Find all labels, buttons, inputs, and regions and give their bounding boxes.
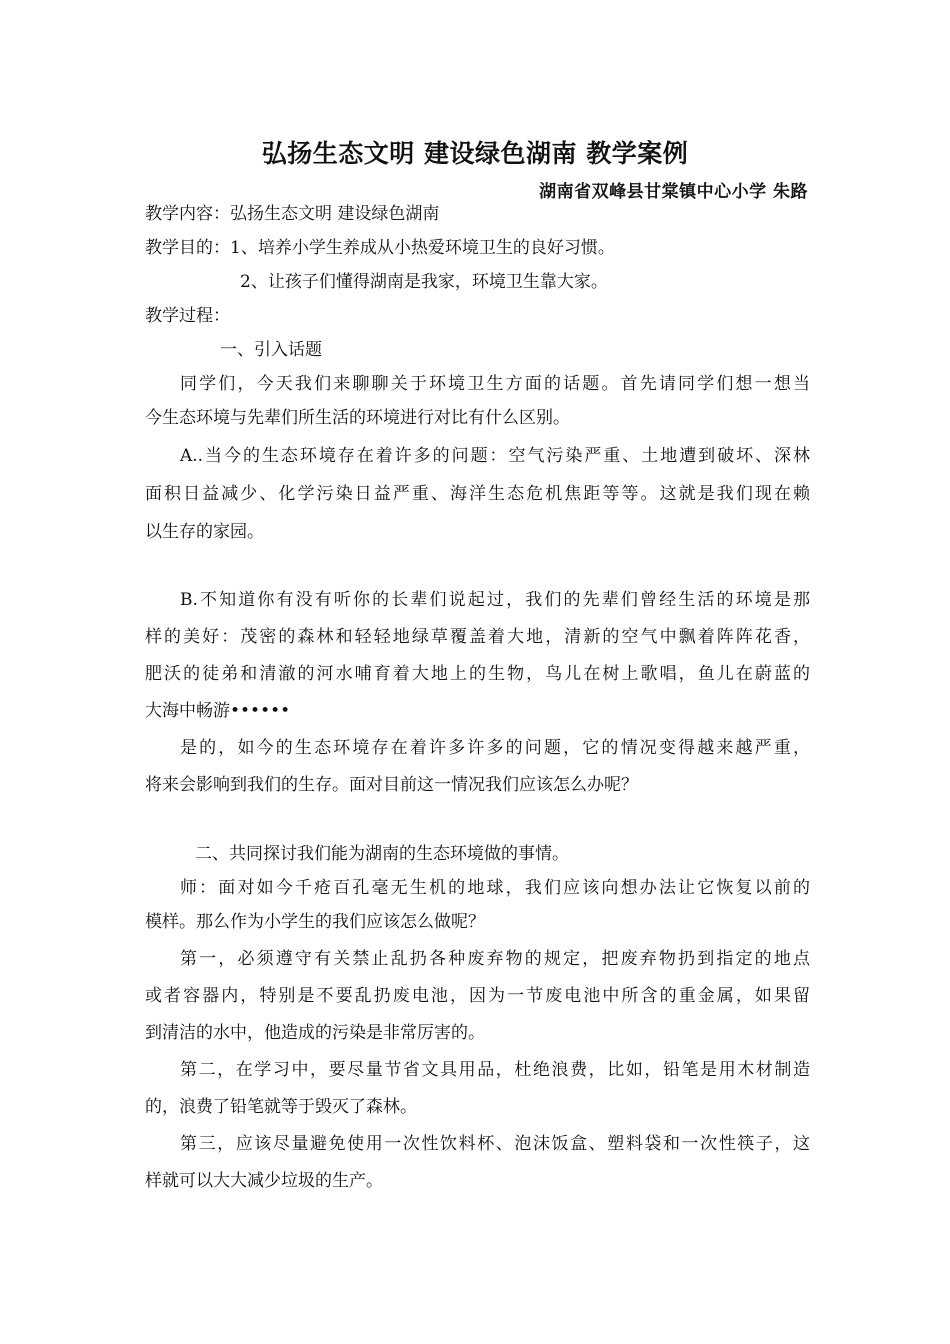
- paragraph-line: 第二，在学习中，要尽量节省文具用品，杜绝浪费，比如，铅笔是用木材制造: [180, 1060, 810, 1080]
- paragraph-line: 样的美好：茂密的森林和轻轻地绿草覆盖着大地，清新的空气中飘着阵阵花香，: [145, 627, 810, 647]
- paragraph-line: 第三，应该尽量避免使用一次性饮料杯、泡沫饭盒、塑料袋和一次性筷子，这: [180, 1134, 810, 1154]
- paragraph-line: 或者容器内，特别是不要乱扔废电池，因为一节废电池中所含的重金属，如果留: [145, 986, 810, 1006]
- goal-line-1: 教学目的：1、培养小学生养成从小热爱环境卫生的良好习惯。: [145, 238, 615, 258]
- goal-line-2: 2、让孩子们懂得湖南是我家，环境卫生靠大家。: [240, 272, 608, 292]
- paragraph-line: 大海中畅游••••••: [145, 701, 291, 721]
- paragraph-line: 今生态环境与先辈们所生活的环境进行对比有什么区别。: [145, 408, 570, 428]
- author-line: 湖南省双峰县甘棠镇中心小学 朱路: [539, 182, 808, 202]
- section-heading-2: 二、共同探讨我们能为湖南的生态环境做的事情。: [195, 844, 569, 864]
- paragraph-line: 是的，如今的生态环境存在着许多许多的问题，它的情况变得越来越严重，: [180, 738, 810, 758]
- paragraph-line: 师：面对如今千疮百孔毫无生机的地球，我们应该向想办法让它恢复以前的: [180, 878, 810, 898]
- paragraph-line: 面积日益减少、化学污染日益严重、海洋生态危机焦距等等。这就是我们现在赖: [145, 484, 810, 504]
- paragraph-line: 同学们，今天我们来聊聊关于环境卫生方面的话题。首先请同学们想一想当: [180, 374, 810, 394]
- paragraph-line: 模样。那么作为小学生的我们应该怎么做呢？: [145, 912, 485, 932]
- paragraph-line: A..当今的生态环境存在着许多的问题：空气污染严重、土地遭到破坏、深林: [180, 446, 810, 466]
- paragraph-line: 的，浪费了铅笔就等于毁灭了森林。: [145, 1097, 417, 1117]
- paragraph-line: 第一，必须遵守有关禁止乱扔各种废弃物的规定，把废弃物扔到指定的地点: [180, 949, 810, 969]
- paragraph-line: 到清洁的水中，他造成的污染是非常厉害的。: [145, 1023, 485, 1043]
- paragraph-line: 样就可以大大减少垃圾的生产。: [145, 1171, 383, 1191]
- content-line: 教学内容：弘扬生态文明 建设绿色湖南: [145, 204, 440, 224]
- section-heading-1: 一、引入话题: [220, 340, 322, 360]
- document-title: 弘扬生态文明 建设绿色湖南 教学案例: [261, 139, 689, 168]
- paragraph-line: 将来会影响到我们的生存。面对目前这一情况我们应该怎么办呢？: [145, 775, 638, 795]
- process-heading: 教学过程：: [145, 306, 230, 326]
- paragraph-line: 肥沃的徒弟和清澈的河水哺育着大地上的生物，鸟儿在树上歌唱，鱼儿在蔚蓝的: [145, 664, 810, 684]
- paragraph-line: 以生存的家园。: [145, 522, 264, 542]
- paragraph-line: B.不知道你有没有听你的长辈们说起过，我们的先辈们曾经生活的环境是那: [180, 590, 810, 610]
